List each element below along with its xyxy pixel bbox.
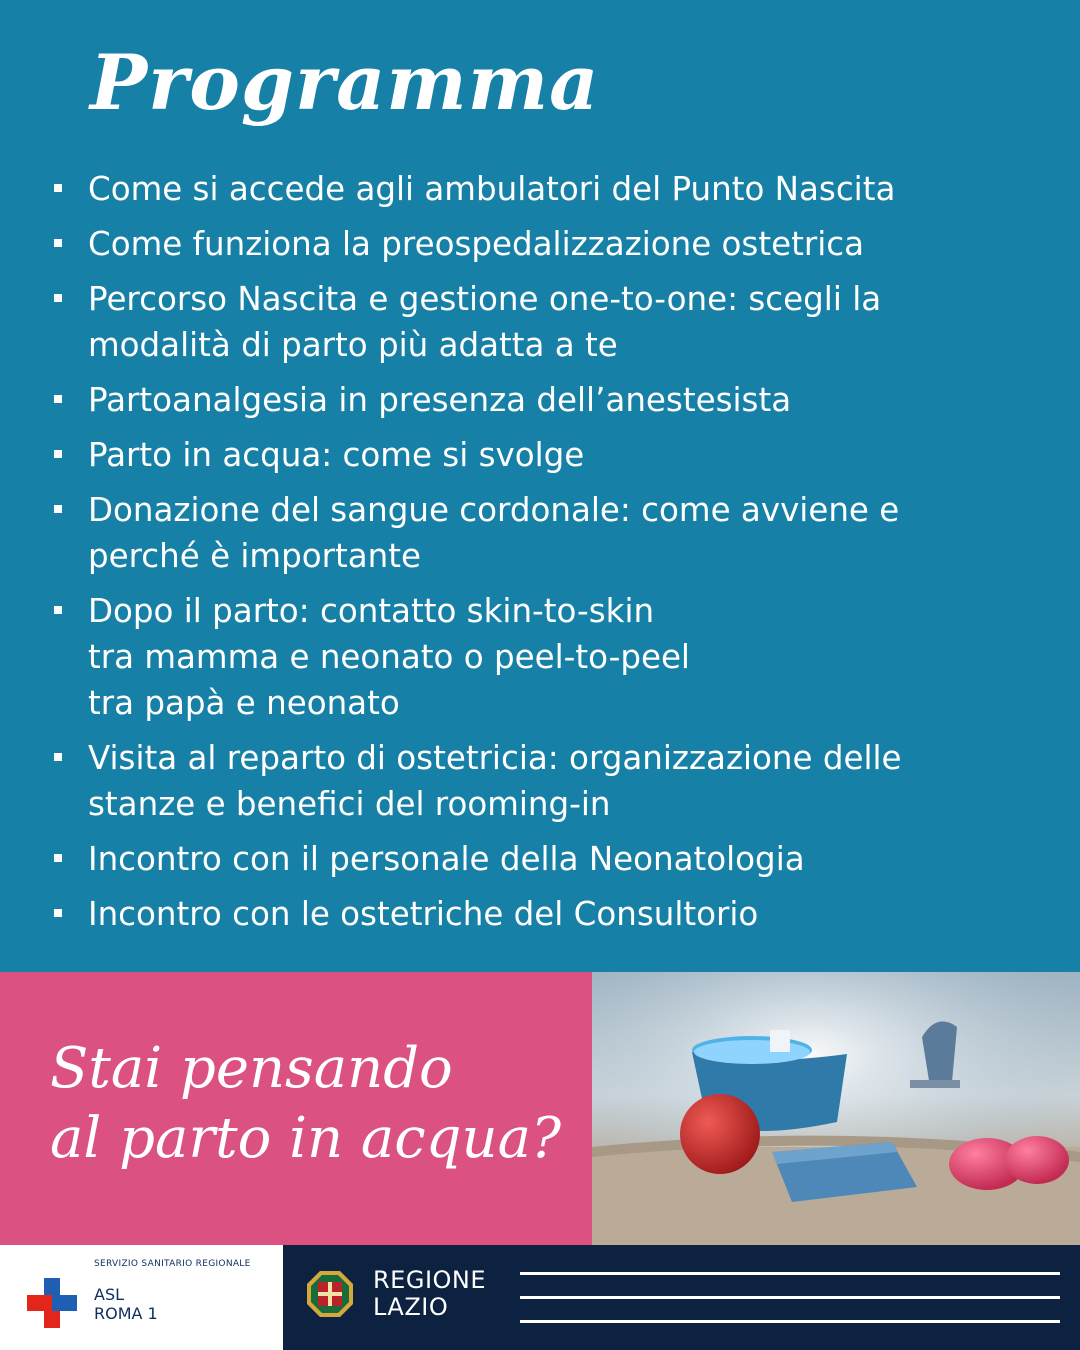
bullet-icon: [54, 294, 62, 302]
program-item: [52, 377, 1042, 423]
program-item: [52, 432, 1042, 478]
program-title: Programma: [90, 38, 600, 127]
program-item-text: Incontro con il personale della Neonatologia: [88, 840, 805, 878]
bullet-icon: [54, 505, 62, 513]
lazio-emblem-icon: [305, 1269, 355, 1319]
region-logo-area: [283, 1245, 1080, 1350]
program-item-text: Parto in acqua: come si svolge: [88, 436, 585, 474]
bullet-icon: [54, 395, 62, 403]
bullet-icon: [54, 450, 62, 458]
asl-name: ASL ROMA 1: [94, 1285, 158, 1323]
photo-illustration: [592, 972, 1080, 1245]
program-list: [52, 166, 1042, 946]
asl-service-label: SERVIZIO SANITARIO REGIONALE: [94, 1259, 251, 1269]
asl-logo-area: [0, 1245, 283, 1350]
bullet-icon: [54, 184, 62, 192]
program-item-text: Percorso Nascita e gestione one-to-one: scegli la modalità di parto più adatta a te: [88, 280, 882, 364]
bullet-icon: [54, 239, 62, 247]
program-item-text: Come funziona la preospedalizzazione ostetrica: [88, 225, 865, 263]
program-item: [52, 487, 1042, 579]
program-item-text: Dopo il parto: contatto skin-to-skin tra mamma e neonato o peel-to-peel tra papà e neonato: [88, 592, 690, 722]
program-item-text: Visita al reparto di ostetricia: organizzazione delle stanze e benefici del rooming-in: [88, 739, 902, 823]
bullet-icon: [54, 909, 62, 917]
region-name: REGIONE LAZIO: [373, 1266, 487, 1321]
program-item-text: Come si accede agli ambulatori del Punto Nascita: [88, 170, 896, 208]
program-item-text: Partoanalgesia in presenza dell’anestesista: [88, 381, 792, 419]
bullet-icon: [54, 753, 62, 761]
bullet-icon: [54, 854, 62, 862]
promo-question: Stai pensando al parto in acqua?: [50, 1036, 561, 1171]
promo-banner: [0, 972, 592, 1245]
program-item-text: Incontro con le ostetriche del Consultorio: [88, 895, 759, 933]
red-blue-cross-icon: [27, 1278, 77, 1328]
program-item: [52, 836, 1042, 882]
program-item-text: Donazione del sangue cordonale: come avviene e perché è importante: [88, 491, 900, 575]
bullet-icon: [54, 606, 62, 614]
program-item: [52, 276, 1042, 368]
water-birth-room-photo: [592, 972, 1080, 1245]
program-item: [52, 588, 1042, 726]
program-item: [52, 166, 1042, 212]
program-item: [52, 735, 1042, 827]
decorative-lines: [520, 1268, 1060, 1328]
program-item: [52, 221, 1042, 267]
program-item: [52, 891, 1042, 937]
